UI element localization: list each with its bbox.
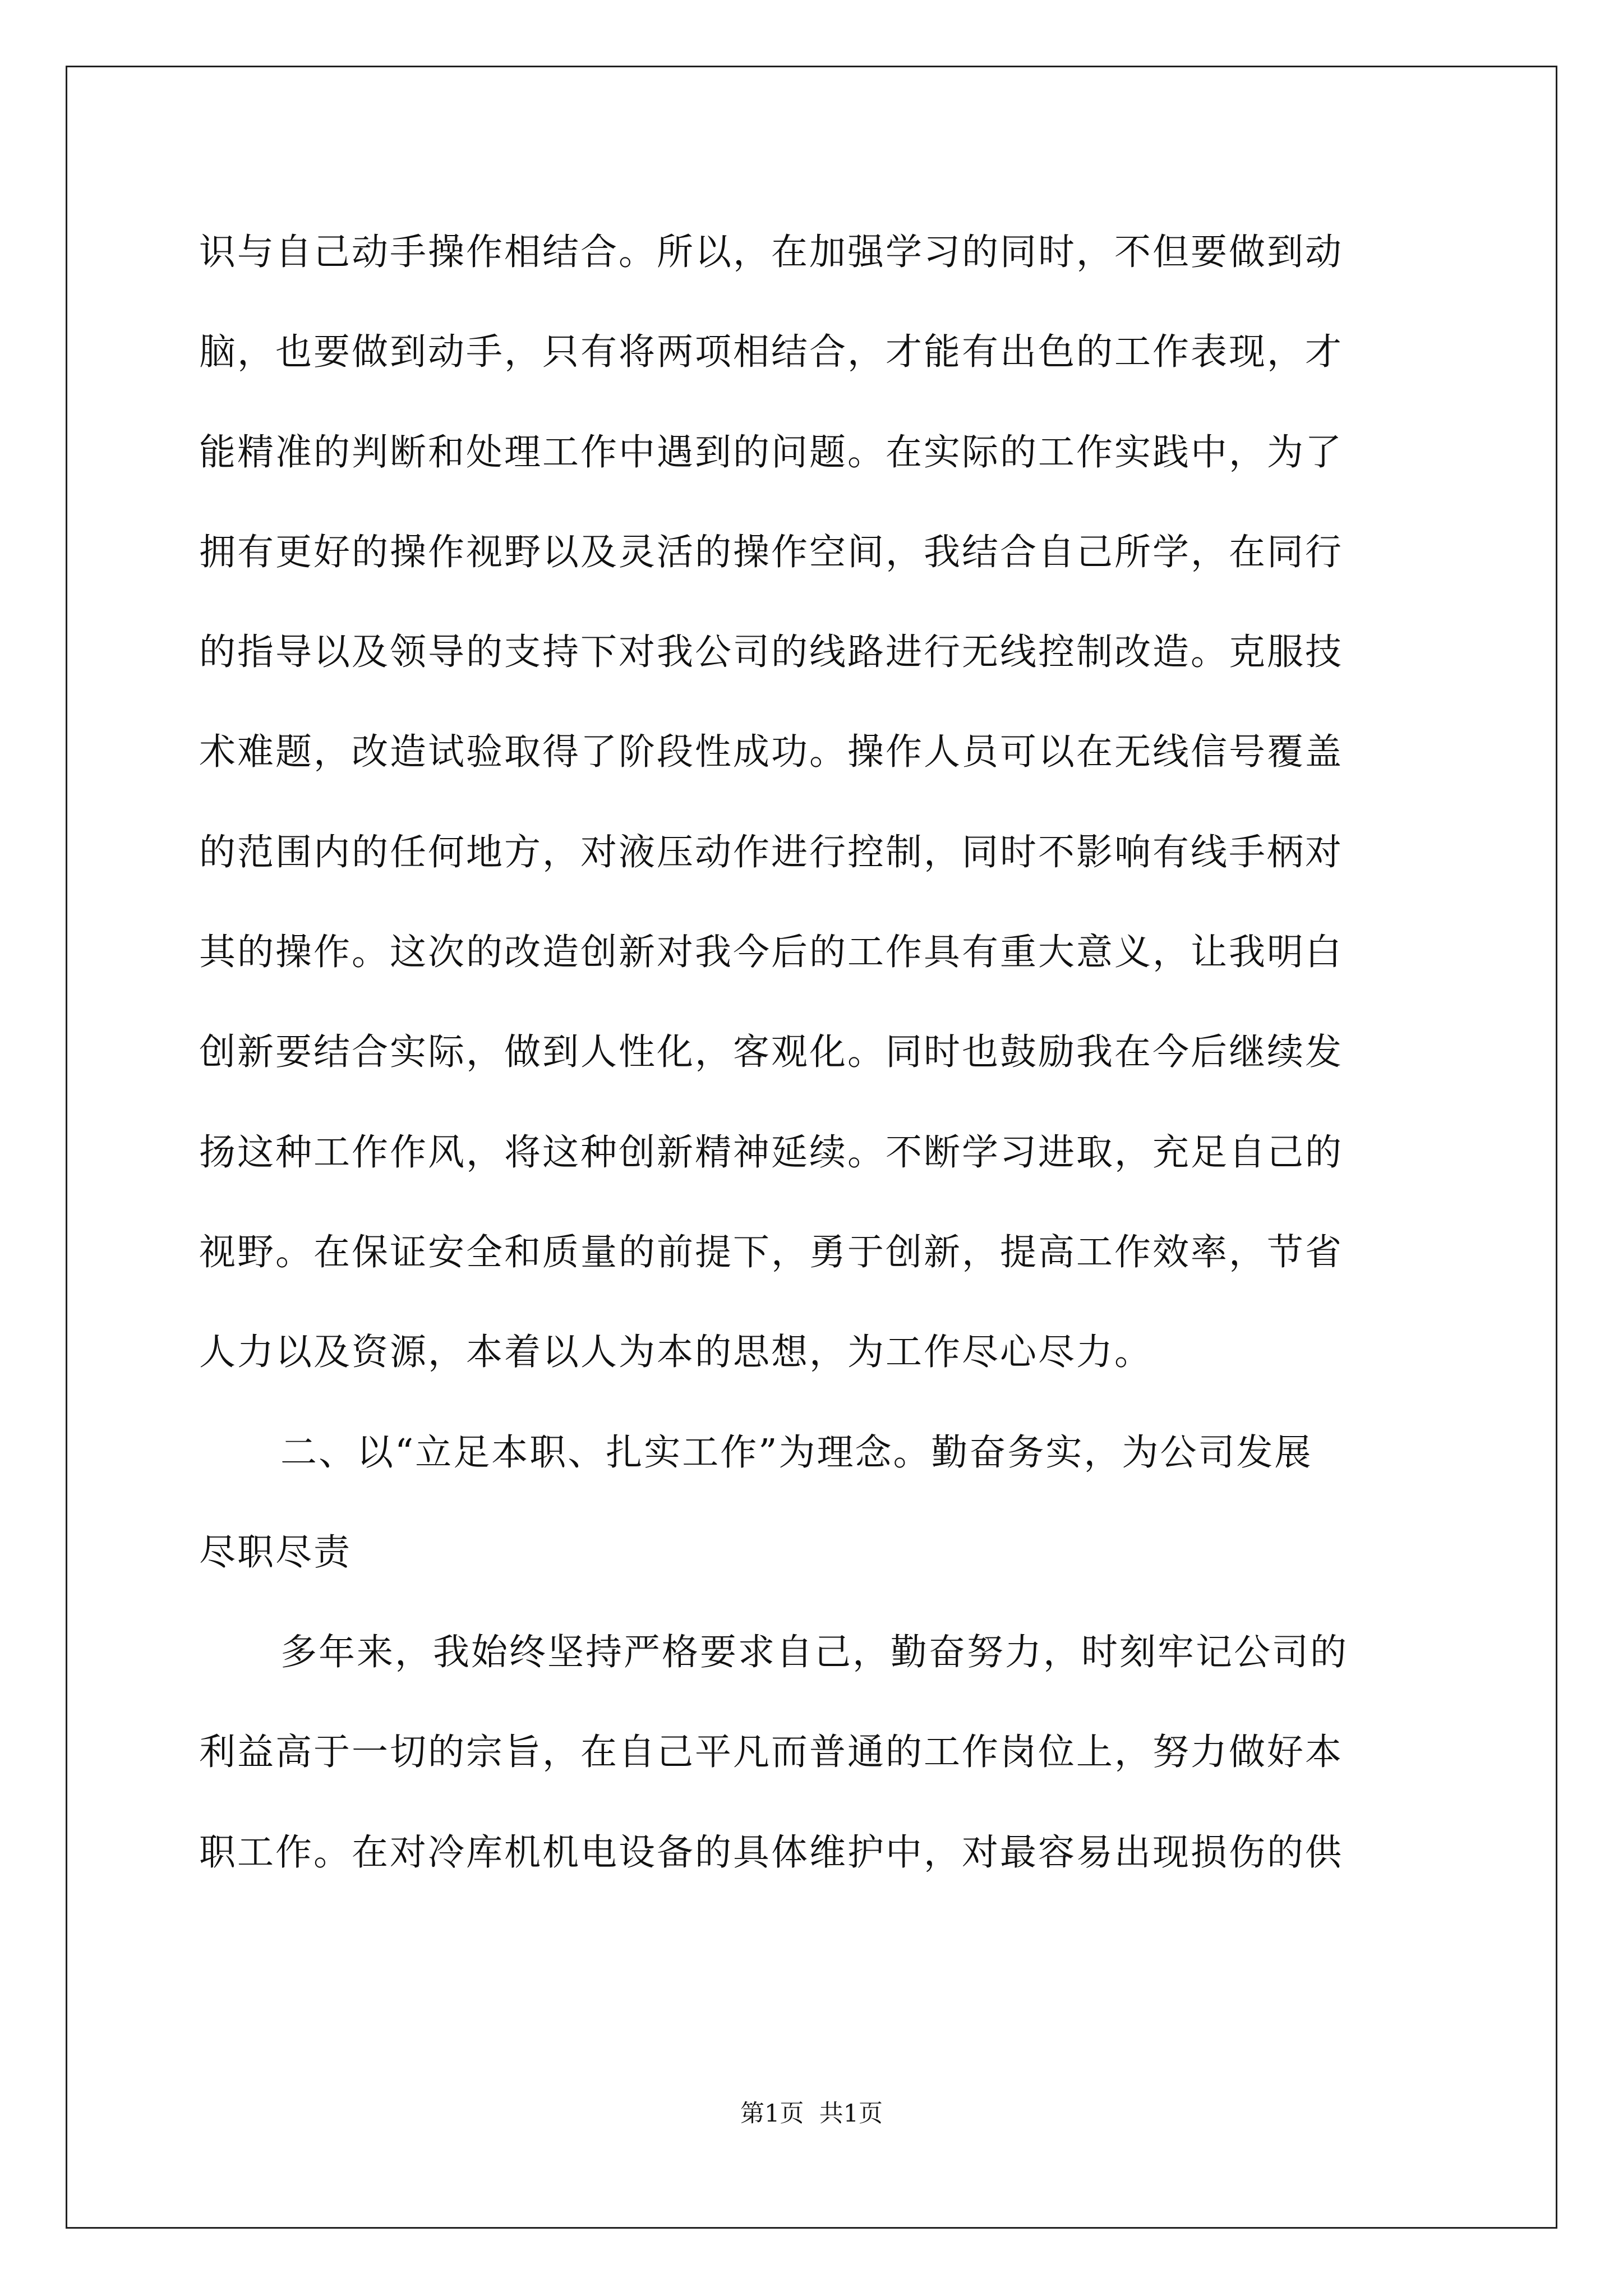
section-heading-line: 二、以“立足本职、扎实工作”为理念。勤奋务实，为公司发展 [280,1432,1313,1474]
paragraph-line: 扬这种工作作风，将这种创新精神延续。不断学习进取，充足自己的 [199,1131,1344,1174]
paragraph-line: 多年来，我始终坚持严格要求自己，勤奋努力，时刻牢记公司的 [280,1631,1349,1673]
paragraph-line: 职工作。在对冷库机机电设备的具体维护中，对最容易出现损伤的供 [199,1832,1344,1874]
paragraph-line: 的指导以及领导的支持下对我公司的线路进行无线控制改造。克服技 [199,631,1344,673]
paragraph-line: 其的操作。这次的改造创新对我今后的工作具有重大意义，让我明白 [199,931,1344,973]
paragraph-line: 人力以及资源，本着以人为本的思想，为工作尽心尽力。 [199,1331,1153,1373]
paragraph-line: 利益高于一切的宗旨，在自己平凡而普通的工作岗位上，努力做好本 [199,1731,1344,1773]
paragraph-line: 拥有更好的操作视野以及灵活的操作空间，我结合自己所学，在同行 [199,531,1344,573]
paragraph-line: 脑，也要做到动手，只有将两项相结合，才能有出色的工作表现，才 [199,331,1344,373]
section-heading-line: 尽职尽责 [199,1531,352,1573]
paragraph-line: 术难题，改造试验取得了阶段性成功。操作人员可以在无线信号覆盖 [199,731,1344,773]
paragraph-line: 创新要结合实际，做到人性化，客观化。同时也鼓励我在今后继续发 [199,1031,1344,1073]
paragraph-line: 的范围内的任何地方，对液压动作进行控制，同时不影响有线手柄对 [199,831,1344,873]
paragraph-line: 能精准的判断和处理工作中遇到的问题。在实际的工作实践中，为了 [199,431,1344,473]
paragraph-line: 视野。在保证安全和质量的前提下，勇于创新，提高工作效率，节省 [199,1231,1344,1273]
page-footer: 第1页 共1页 [740,2100,883,2128]
paragraph-line: 识与自己动手操作相结合。所以，在加强学习的同时，不但要做到动 [199,231,1344,273]
